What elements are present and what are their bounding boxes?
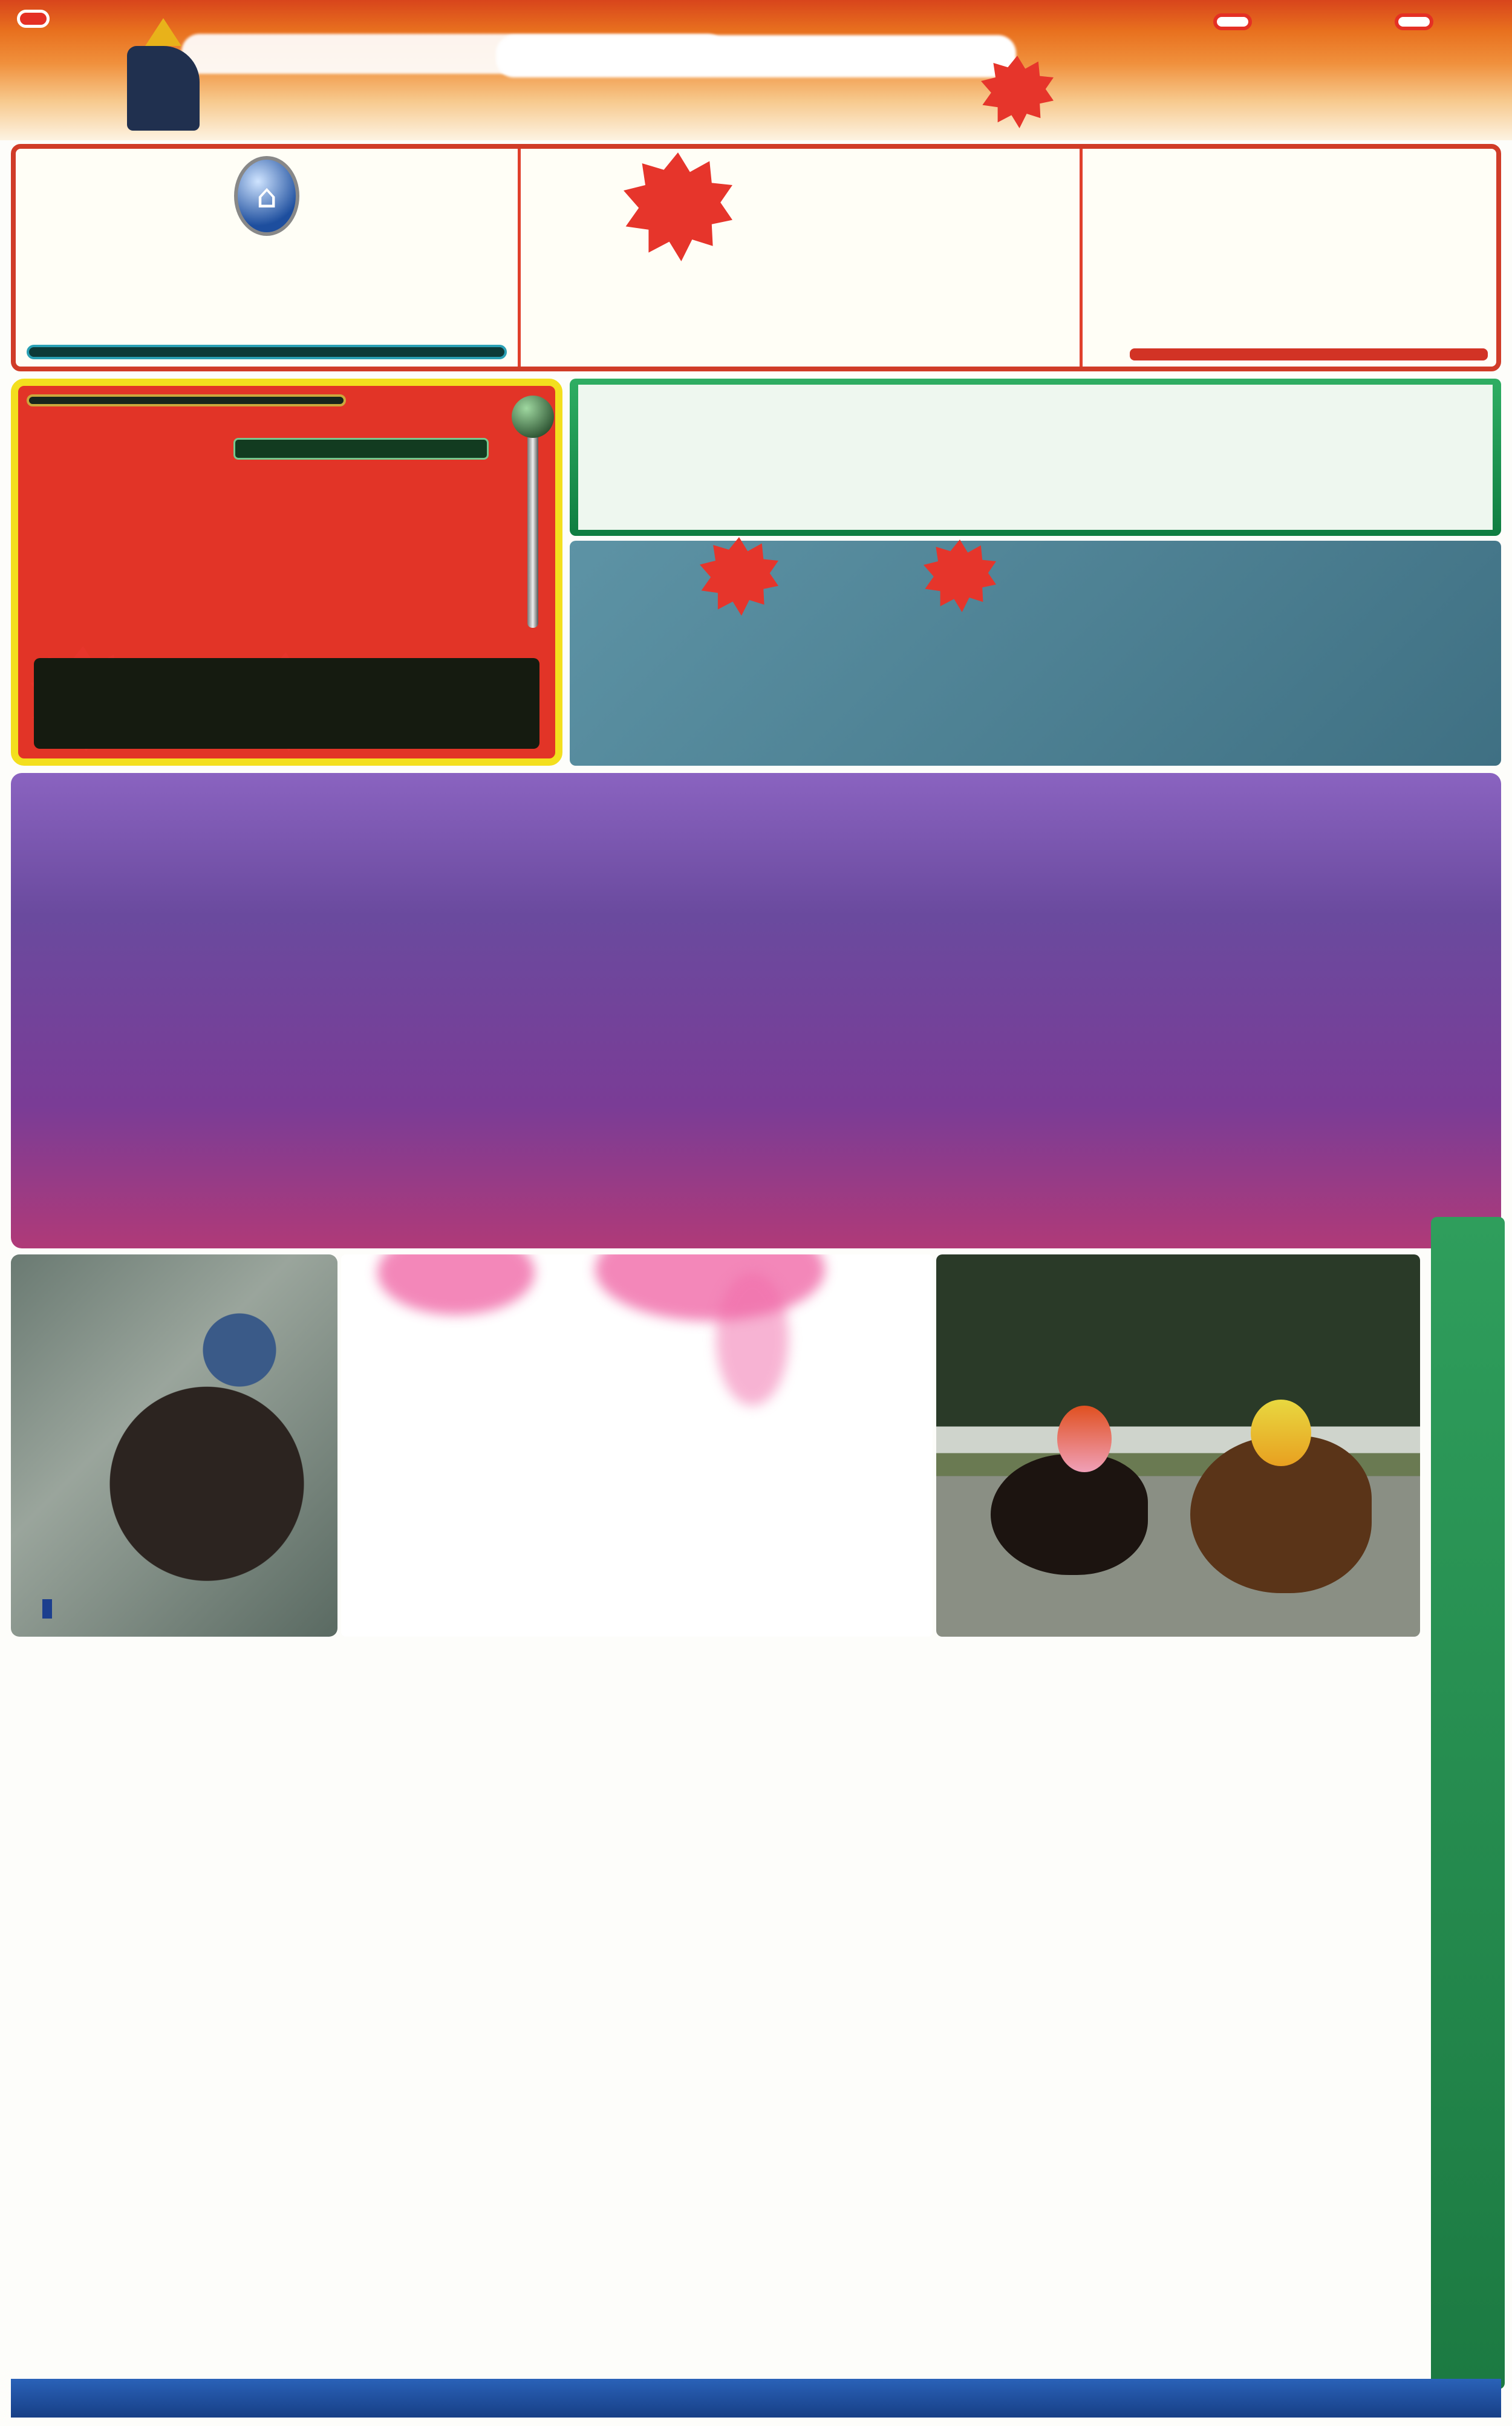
dream-column-cont	[1083, 149, 1496, 367]
house-icon: ⌂	[234, 156, 299, 236]
masthead	[0, 0, 1512, 140]
kill-burst-2	[924, 540, 996, 612]
family-column	[16, 149, 518, 367]
photo-row	[11, 1254, 1420, 1637]
editorial-row	[11, 144, 1501, 371]
censored-area	[341, 1254, 933, 1637]
mascot-wizard-icon	[109, 18, 224, 133]
censor-blob	[181, 34, 726, 74]
gate-numbers-box	[1130, 348, 1488, 360]
race-photo	[936, 1254, 1420, 1637]
date-label	[1213, 13, 1252, 30]
hot-numbers-bar	[34, 658, 539, 749]
kill-burst-1	[700, 537, 778, 616]
sixking-section	[11, 773, 1501, 1248]
kill-section	[570, 541, 1501, 766]
results-table	[578, 385, 1493, 530]
tips-row	[11, 379, 1501, 766]
stable-author	[42, 1599, 52, 1619]
edition-badge	[17, 10, 50, 28]
slot-reels	[34, 458, 336, 658]
family-title	[28, 156, 506, 236]
slot-title	[27, 394, 346, 406]
dream-title-blocks	[534, 156, 1066, 235]
stable-photo	[11, 1254, 337, 1637]
right-banner	[1431, 1217, 1505, 2389]
footer-bar	[11, 2379, 1501, 2418]
family-note	[27, 345, 507, 359]
results-panel	[570, 379, 1501, 536]
weekday-label	[1395, 13, 1433, 30]
dream-column	[518, 149, 1083, 367]
slot-lever[interactable]	[527, 428, 538, 628]
slot-machine-panel	[11, 379, 562, 766]
zodiac-count-table	[233, 438, 489, 460]
